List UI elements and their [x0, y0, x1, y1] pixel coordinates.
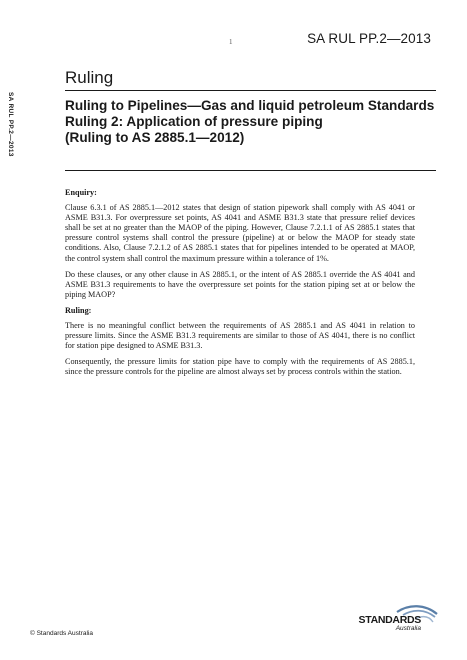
title-line-3: (Ruling to AS 2885.1—2012)	[65, 130, 245, 145]
document-id: SA RUL PP.2—2013	[307, 31, 431, 46]
ruling-body	[65, 188, 415, 384]
title-line-2: Ruling 2: Application of pressure piping	[65, 114, 323, 129]
standards-australia-logo	[329, 602, 439, 638]
bottom-divider	[65, 170, 436, 171]
page-number: 1	[229, 38, 233, 46]
ruling-paragraph-2: Consequently, the pressure limits for station pipe have to comply with the requirements of AS 2885.1, since the pressure controls for the pipeline are almost always set by process controls within the station.	[65, 357, 415, 377]
title-block	[65, 98, 440, 146]
logo-wordmark: STANDARDS	[358, 614, 421, 626]
title-line-1: Ruling to Pipelines—Gas and liquid petroleum Standards	[65, 98, 435, 113]
copyright-notice: © Standards Australia	[30, 630, 93, 637]
side-document-id: SA RUL PP.2—2013	[7, 92, 14, 157]
enquiry-paragraph-1: Clause 6.3.1 of AS 2885.1—2012 states that design of station pipework shall comply with AS 4041 or ASME B31.3. For overpressure set points, AS 4041 and ASME B31.3 state that pressure relief devices shall be set at no greater than the MAOP of the piping. However, Clause 7.2.1.1 of AS 2885.1 states that pressure control systems shall control the pressure (pipeline) at or below the MAOP for steady state conditions. Also, Clause 7.2.1.2 of AS 2885.1 states that for pipelines intended to be operated at MAOP, the control system shall control the maximum pressure within a tolerance of 1%.	[65, 203, 415, 263]
ruling-paragraph-1: There is no meaningful conflict between the requirements of AS 2885.1 and AS 4041 in relation to pressure limits. Since the ASME B31.3 requirements are similar to those of AS 4041, there is no conflict for station pipe designed to ASME B31.3.	[65, 321, 415, 351]
section-heading: Ruling	[65, 68, 114, 87]
top-divider	[65, 90, 436, 91]
enquiry-label: Enquiry:	[65, 188, 97, 197]
ruling-label: Ruling:	[65, 305, 92, 315]
logo-subtitle: Australia	[395, 625, 421, 632]
enquiry-paragraph-2: Do these clauses, or any other clause in AS 2885.1, or the intent of AS 2885.1 override the AS 4041 and ASME B31.3 requirements to have the overpressure set points for the station piping set at or below the piping MAOP?	[65, 269, 415, 299]
